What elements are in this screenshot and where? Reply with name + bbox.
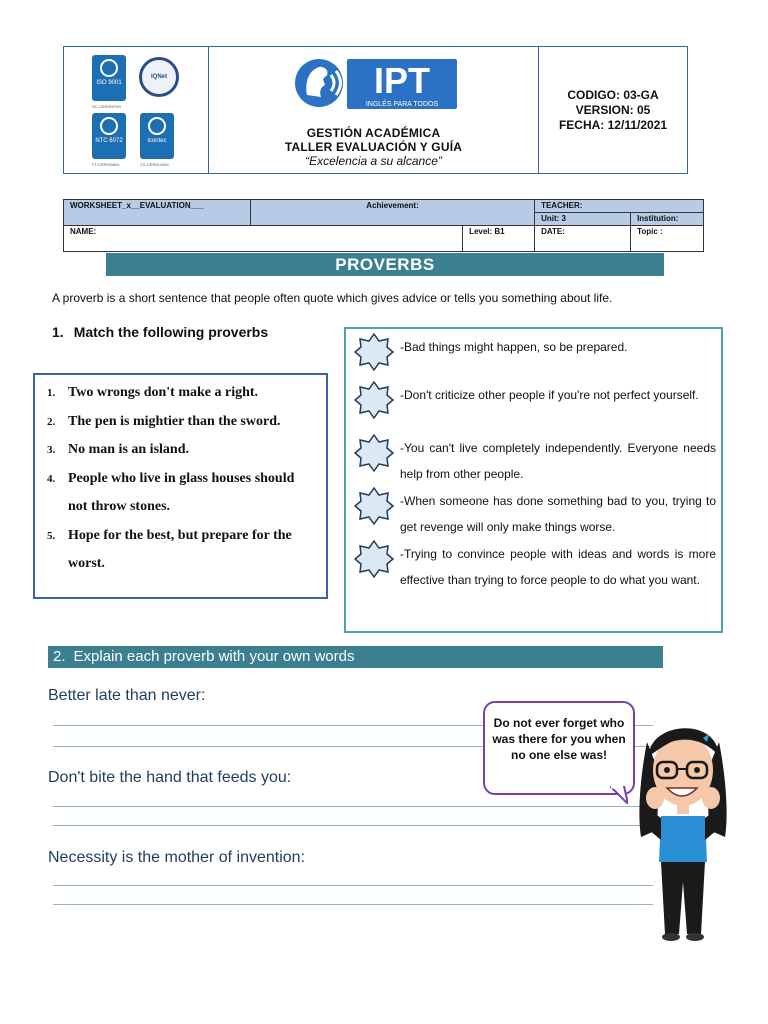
teacher-label: TEACHER: <box>535 200 704 213</box>
codigo: CODIGO: 03-GA <box>567 87 659 102</box>
logo-tagline: INGLÉS PARA TODOS <box>365 101 439 108</box>
date-field[interactable]: DATE: <box>535 226 631 252</box>
cert-code-text: SC-CER920793 <box>92 104 121 109</box>
intro-text: A proverb is a short sentence that people often quote which gives advice or tells you something about life. <box>52 291 613 305</box>
section-1-heading <box>52 324 268 340</box>
name-field[interactable]: NAME: <box>64 226 463 252</box>
unit-label: Unit: 3 <box>535 213 631 226</box>
logo-text: IPT <box>373 60 431 101</box>
section-2-number: 2. <box>53 648 66 665</box>
icontec-iso-logo: ISO 9001 <box>92 55 126 101</box>
worksheet-label: WORKSHEET_x__EVALUATION___ <box>64 200 251 226</box>
title-line-1: GESTIÓN ACADÉMICA <box>306 126 441 140</box>
proverb-list <box>47 379 316 579</box>
proverb-item: 5. Hope for the best, but prepare for the worst. <box>47 527 292 571</box>
fecha: FECHA: 12/11/2021 <box>558 117 668 132</box>
version: VERSION: 05 <box>575 102 651 117</box>
teacher-girl-illustration <box>627 712 739 944</box>
icontec-ntc-logo: NTC 6072 <box>92 113 126 159</box>
meaning-item: -Don't criticize other people if you're not perfect yourself. <box>354 380 716 420</box>
meaning-item: -You can't live completely independently. Everyone needs help from other people. <box>354 433 716 487</box>
section-2-title: Explain each proverb with your own words <box>73 648 355 665</box>
explain-proverb-1: Better late than never: <box>48 687 206 704</box>
section-1-number: 1. <box>52 324 64 340</box>
section-2-heading <box>48 646 663 668</box>
star-icon[interactable] <box>354 332 394 372</box>
speech-bubble: Do not ever forget who was there for you when no one else was! <box>483 701 635 795</box>
answer-line[interactable] <box>53 885 653 886</box>
achievement-label: Achievement: <box>251 200 535 226</box>
answer-line[interactable] <box>53 904 653 905</box>
title-line-2: TALLER EVALUACIÓN Y GUÍA <box>284 140 463 154</box>
star-icon[interactable] <box>354 539 394 579</box>
slogan: “Excelencia a su alcance” <box>305 154 442 168</box>
document-codes <box>539 47 687 173</box>
proverb-list-box <box>33 373 328 599</box>
star-icon[interactable] <box>354 486 394 526</box>
brand-block <box>209 47 539 173</box>
explain-proverb-3: Necessity is the mother of invention: <box>48 849 306 866</box>
proverb-item: 3. No man is an island. <box>47 442 189 457</box>
proverb-item: 2. The pen is mightier than the sword. <box>47 413 281 429</box>
meaning-item: -Bad things might happen, so be prepared. <box>354 332 716 372</box>
speech-bubble-tail <box>610 786 628 804</box>
ipt-logo <box>293 55 459 113</box>
topic-field[interactable]: Topic : <box>631 226 704 252</box>
iqnet-seal-logo: IQNet <box>139 57 179 97</box>
institution-label: Institution: <box>631 213 704 226</box>
meaning-item: -Trying to convince people with ideas and words is more effective than trying to force people to do what you want. <box>354 539 716 593</box>
student-info-table <box>63 199 704 252</box>
section-1-title: Match the following proverbs <box>73 324 269 340</box>
proverb-item: 4. People who live in glass houses should not throw stones. <box>47 470 295 514</box>
cert-code-text: CS-CER513464 <box>140 162 169 167</box>
meanings-box <box>344 327 723 633</box>
level-label: Level: B1 <box>463 226 535 252</box>
document-header <box>63 46 688 174</box>
star-icon[interactable] <box>354 380 394 420</box>
cert-code-text: FT-CER920661 <box>92 162 120 167</box>
certification-logos <box>64 47 209 173</box>
proverbs-banner: PROVERBS <box>106 253 664 276</box>
meaning-item: -When someone has done something bad to you, trying to get revenge will only make things worse. <box>354 486 716 540</box>
icontec-services-logo: icontec <box>140 113 174 159</box>
answer-line[interactable] <box>53 806 653 807</box>
star-icon[interactable] <box>354 433 394 473</box>
proverb-item: 1. Two wrongs don't make a right. <box>47 385 259 400</box>
explain-proverb-2: Don't bite the hand that feeds you: <box>48 769 292 786</box>
answer-line[interactable] <box>53 825 653 826</box>
